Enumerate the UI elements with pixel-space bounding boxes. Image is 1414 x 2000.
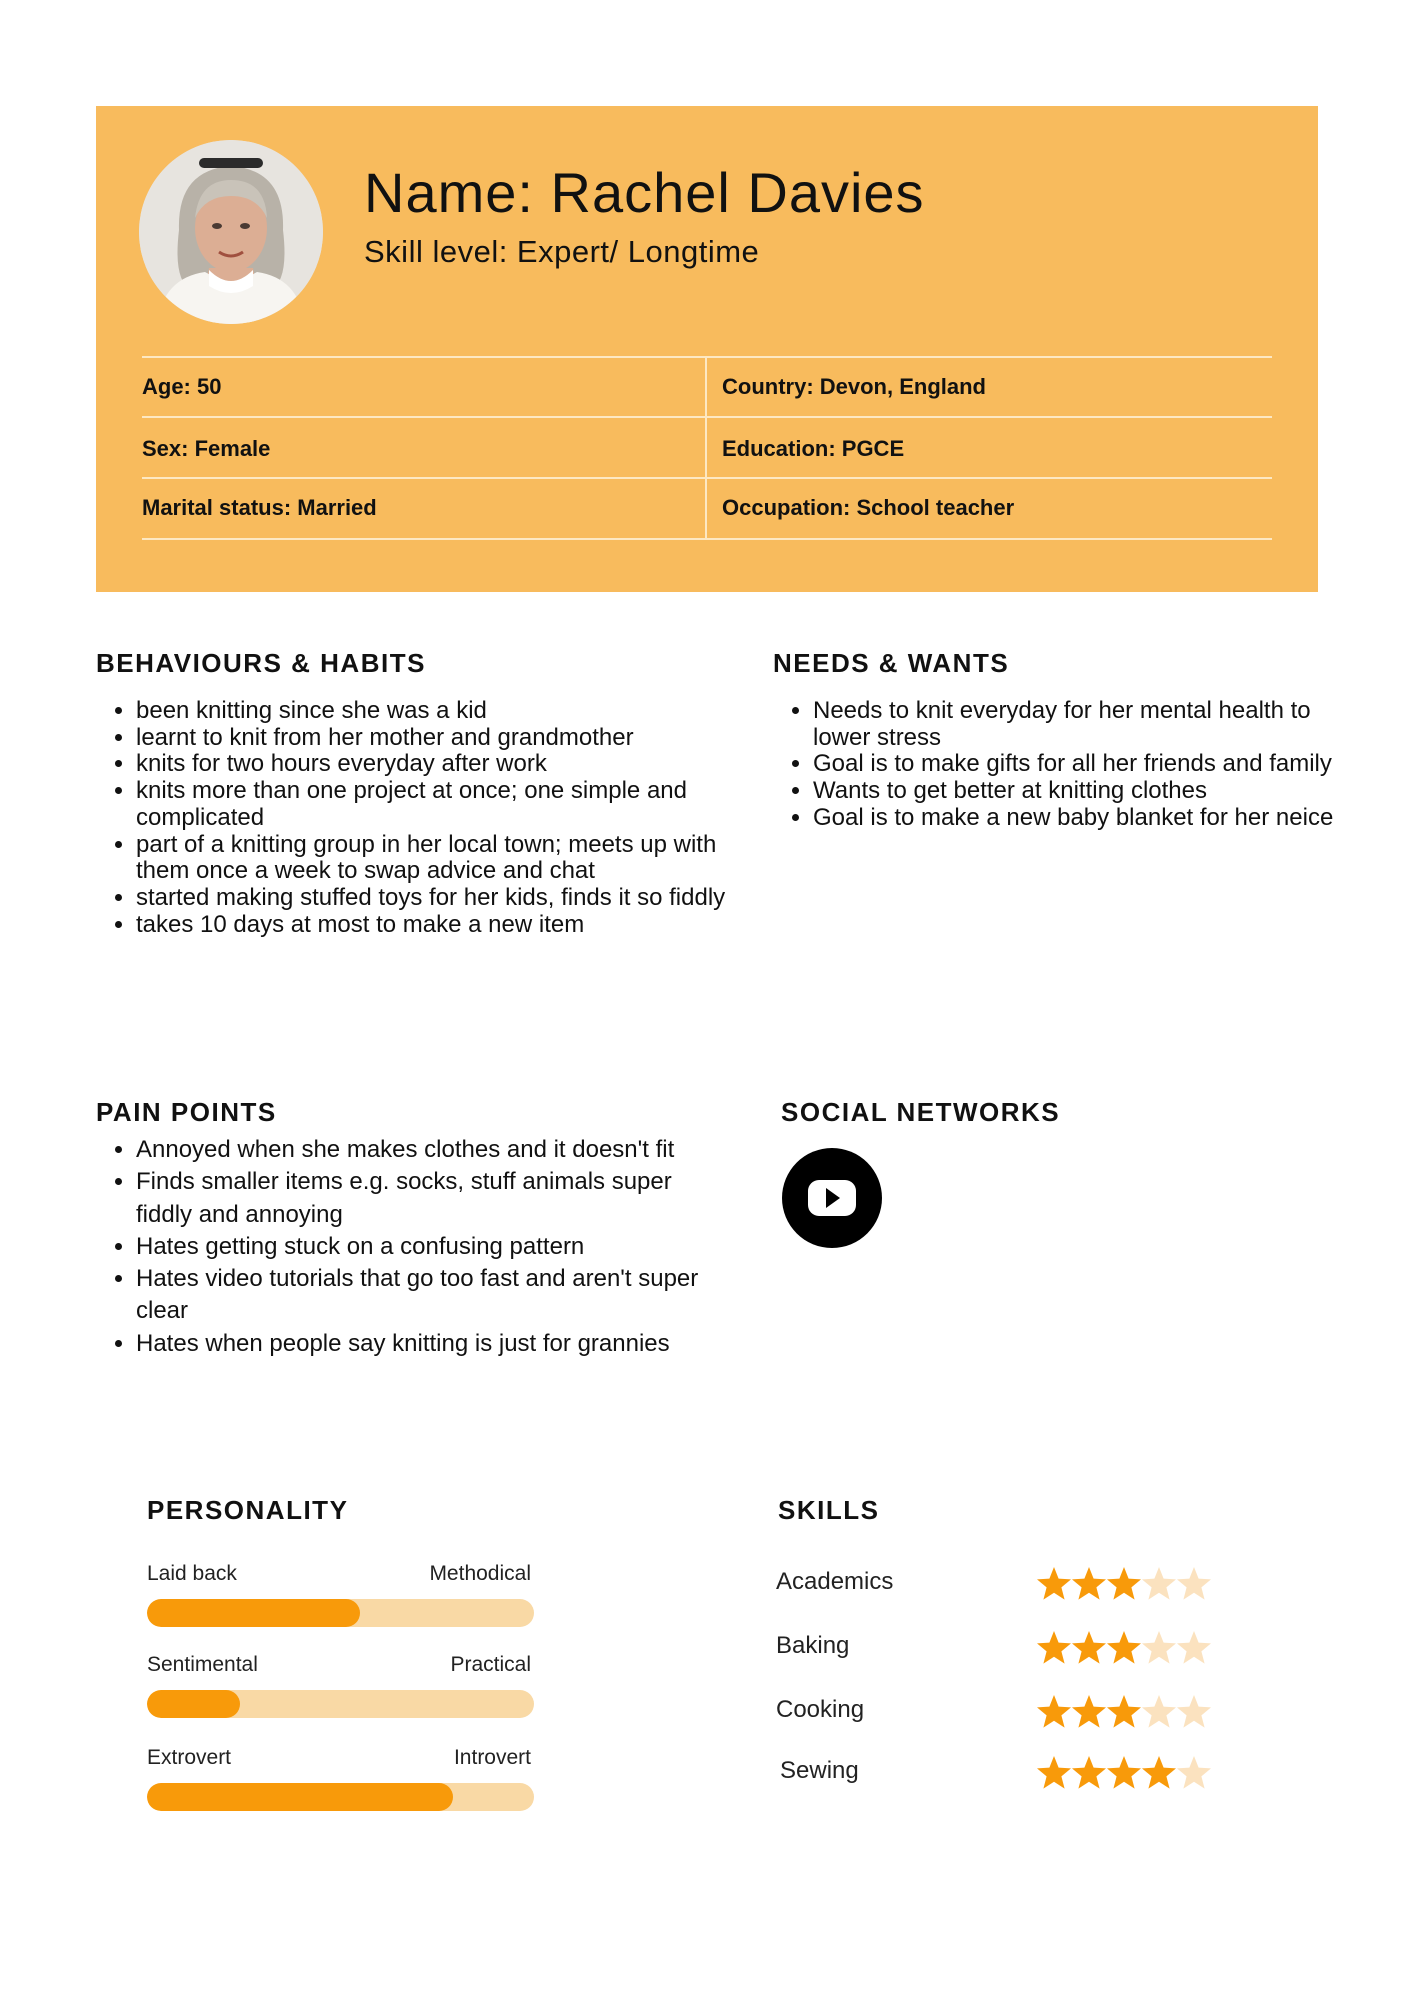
needs-title: NEEDS & WANTS	[773, 648, 1010, 678]
skill-name: Sewing	[780, 1757, 859, 1784]
star-icon	[1036, 1694, 1072, 1730]
star-icon	[1141, 1755, 1177, 1791]
list-item: • Goal is to make a new baby blanket for her neice	[813, 805, 1373, 832]
list-item: • started making stuffed toys for her kids, finds it so fiddly	[136, 885, 736, 912]
list-item: • been knitting since she was a kid	[136, 698, 736, 725]
list-item: • Hates getting stuck on a confusing pattern	[136, 1231, 716, 1263]
avatar	[139, 140, 323, 324]
list-item: • Annoyed when she makes clothes and it doesn't fit	[136, 1134, 716, 1166]
personality-slider	[147, 1783, 534, 1811]
slider-fill	[147, 1690, 240, 1718]
slider-left-label: Extrovert	[147, 1746, 232, 1769]
portrait-photo	[139, 140, 323, 324]
star-icon	[1071, 1566, 1107, 1602]
star-icon	[1071, 1694, 1107, 1730]
star-icon	[1071, 1630, 1107, 1666]
list-item: • learnt to knit from her mother and grandmother	[136, 725, 736, 752]
star-rating	[1036, 1694, 1216, 1730]
list-item: • Hates when people say knitting is just for grannies	[136, 1328, 716, 1360]
star-icon	[1036, 1630, 1072, 1666]
list-item: • knits for two hours everyday after work	[136, 751, 736, 778]
country-field: Country: Devon, England	[722, 374, 986, 399]
star-rating	[1036, 1755, 1216, 1791]
star-icon	[1141, 1694, 1177, 1730]
behaviours-title: BEHAVIOURS & HABITS	[96, 648, 426, 678]
star-icon	[1036, 1755, 1072, 1791]
star-icon	[1106, 1694, 1142, 1730]
star-icon	[1176, 1566, 1212, 1602]
star-icon	[1106, 1630, 1142, 1666]
list-item: • knits more than one project at once; one simple and complicated	[136, 778, 736, 831]
profile-header	[96, 106, 1318, 592]
star-icon	[1106, 1566, 1142, 1602]
slider-right-label: Methodical	[429, 1562, 531, 1585]
list-item: • Finds smaller items e.g. socks, stuff animals super fiddly and annoying	[136, 1166, 716, 1231]
star-rating	[1036, 1566, 1216, 1602]
needs-list	[773, 698, 1373, 832]
info-column-divider	[705, 356, 707, 540]
skill-name: Baking	[776, 1632, 850, 1659]
education-field: Education: PGCE	[722, 436, 905, 461]
slider-right-label: Practical	[450, 1653, 531, 1676]
info-divider	[142, 538, 1272, 540]
slider-left-label: Sentimental	[147, 1653, 258, 1676]
list-item: • Goal is to make gifts for all her friends and family	[813, 751, 1373, 778]
list-item: • Wants to get better at knitting clothes	[813, 778, 1373, 805]
occupation-field: Occupation: School teacher	[722, 495, 1015, 520]
star-icon	[1141, 1566, 1177, 1602]
slider-fill	[147, 1599, 360, 1627]
list-item: • part of a knitting group in her local town; meets up with them once a week to swap advice and chat	[136, 832, 736, 885]
personality-title: PERSONALITY	[147, 1495, 349, 1525]
star-icon	[1176, 1630, 1212, 1666]
star-rating	[1036, 1630, 1216, 1666]
star-icon	[1036, 1566, 1072, 1602]
list-item: • Hates video tutorials that go too fast and aren't super clear	[136, 1263, 716, 1328]
info-divider	[142, 416, 1272, 418]
star-icon	[1176, 1755, 1212, 1791]
slider-fill	[147, 1783, 453, 1811]
slider-right-label: Introvert	[453, 1746, 531, 1769]
personality-slider	[147, 1599, 534, 1627]
list-item: • Needs to knit everyday for her mental health to lower stress	[813, 698, 1373, 751]
marital-status-field: Marital status: Married	[142, 495, 377, 520]
youtube-icon[interactable]	[782, 1148, 882, 1248]
info-divider	[142, 477, 1272, 479]
social-title: SOCIAL NETWORKS	[781, 1097, 1061, 1127]
slider-left-label: Laid back	[147, 1562, 237, 1585]
star-icon	[1176, 1694, 1212, 1730]
pain-points-list	[96, 1134, 716, 1360]
pain-points-title: PAIN POINTS	[96, 1097, 277, 1127]
star-icon	[1141, 1630, 1177, 1666]
skill-name: Academics	[776, 1568, 894, 1595]
personality-slider	[147, 1690, 534, 1718]
list-item: • takes 10 days at most to make a new item	[136, 912, 736, 939]
info-divider	[142, 356, 1272, 358]
persona-name: Name: Rachel Davies	[364, 161, 925, 224]
star-icon	[1071, 1755, 1107, 1791]
star-icon	[1106, 1755, 1142, 1791]
age-field: Age: 50	[142, 374, 222, 399]
sex-field: Sex: Female	[142, 436, 271, 461]
skill-level: Skill level: Expert/ Longtime	[364, 234, 760, 269]
skills-title: SKILLS	[778, 1495, 880, 1525]
behaviours-list	[96, 698, 736, 938]
skill-name: Cooking	[776, 1696, 865, 1723]
